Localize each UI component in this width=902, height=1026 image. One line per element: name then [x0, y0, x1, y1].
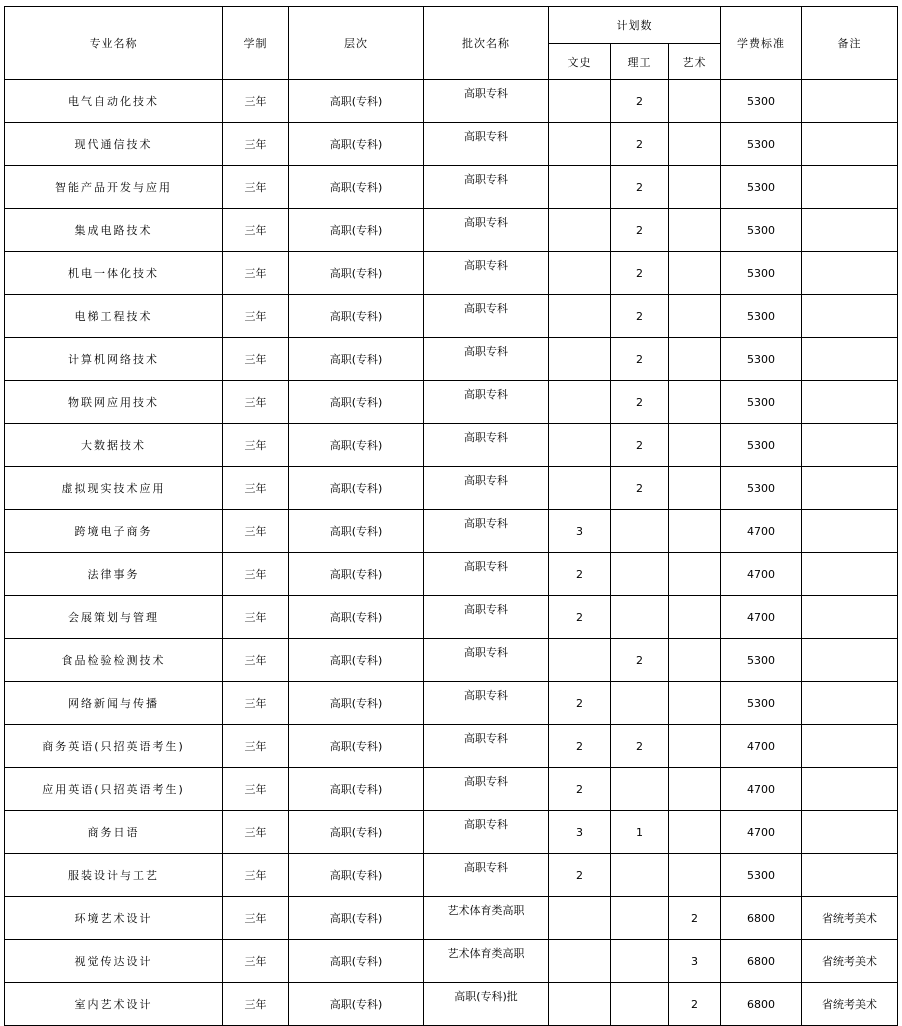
cell-plan-wenshi: [549, 80, 611, 123]
table-row: [5, 80, 898, 123]
cell-level: 高职(专科): [289, 424, 424, 467]
cell-note: [802, 295, 898, 338]
cell-note: [802, 639, 898, 682]
cell-note: [802, 338, 898, 381]
cell-duration: 三年: [223, 295, 289, 338]
cell-level: 高职(专科): [289, 596, 424, 639]
cell-batch: 高职专科: [424, 424, 549, 467]
cell-level: 高职(专科): [289, 123, 424, 166]
cell-plan-wenshi: 2: [549, 854, 611, 897]
cell-batch: 高职专科: [424, 768, 549, 811]
cell-note: 省统考美术: [802, 983, 898, 1026]
cell-plan-yishu: [669, 467, 721, 510]
table-row: [5, 596, 898, 639]
cell-plan-yishu: [669, 338, 721, 381]
cell-level: 高职(专科): [289, 639, 424, 682]
header-level: 层次: [289, 7, 424, 80]
cell-plan-wenshi: [549, 295, 611, 338]
cell-batch: 高职专科: [424, 295, 549, 338]
cell-plan-wenshi: [549, 252, 611, 295]
cell-note: [802, 166, 898, 209]
cell-plan-wenshi: 2: [549, 768, 611, 811]
cell-batch: 高职专科: [424, 252, 549, 295]
cell-plan-yishu: [669, 596, 721, 639]
cell-plan-ligong: 2: [611, 295, 669, 338]
cell-plan-yishu: [669, 424, 721, 467]
cell-batch: 艺术体育类高职: [424, 897, 549, 940]
cell-plan-yishu: [669, 768, 721, 811]
cell-duration: 三年: [223, 682, 289, 725]
table-row: [5, 209, 898, 252]
cell-major: 现代通信技术: [5, 123, 223, 166]
header-fee: 学费标准: [721, 7, 802, 80]
cell-note: [802, 768, 898, 811]
cell-plan-wenshi: 2: [549, 553, 611, 596]
cell-level: 高职(专科): [289, 725, 424, 768]
cell-batch: 高职专科: [424, 467, 549, 510]
cell-major: 机电一体化技术: [5, 252, 223, 295]
cell-batch: 高职专科: [424, 811, 549, 854]
cell-level: 高职(专科): [289, 553, 424, 596]
cell-duration: 三年: [223, 768, 289, 811]
header-plan: 计划数: [549, 7, 721, 44]
cell-plan-ligong: 2: [611, 252, 669, 295]
cell-duration: 三年: [223, 983, 289, 1026]
cell-plan-ligong: 2: [611, 424, 669, 467]
cell-batch: 高职专科: [424, 123, 549, 166]
cell-duration: 三年: [223, 123, 289, 166]
cell-plan-ligong: [611, 983, 669, 1026]
cell-fee: 5300: [721, 80, 802, 123]
cell-major: 视觉传达设计: [5, 940, 223, 983]
cell-plan-ligong: 2: [611, 381, 669, 424]
cell-plan-ligong: [611, 768, 669, 811]
cell-note: [802, 510, 898, 553]
table-row: [5, 424, 898, 467]
header-note: 备注: [802, 7, 898, 80]
table-row: [5, 854, 898, 897]
table-row: [5, 639, 898, 682]
cell-plan-yishu: [669, 166, 721, 209]
header-batch: 批次名称: [424, 7, 549, 80]
cell-batch: 高职专科: [424, 725, 549, 768]
cell-plan-ligong: [611, 596, 669, 639]
cell-plan-yishu: [669, 639, 721, 682]
cell-plan-ligong: [611, 897, 669, 940]
cell-plan-wenshi: [549, 940, 611, 983]
cell-batch: 高职专科: [424, 553, 549, 596]
cell-plan-wenshi: [549, 166, 611, 209]
cell-plan-wenshi: [549, 467, 611, 510]
cell-fee: 5300: [721, 639, 802, 682]
cell-note: [802, 80, 898, 123]
cell-level: 高职(专科): [289, 209, 424, 252]
cell-fee: 5300: [721, 295, 802, 338]
table-row: [5, 768, 898, 811]
cell-duration: 三年: [223, 897, 289, 940]
table-row: [5, 338, 898, 381]
cell-plan-yishu: [669, 811, 721, 854]
cell-major: 集成电路技术: [5, 209, 223, 252]
cell-batch: 高职专科: [424, 209, 549, 252]
cell-level: 高职(专科): [289, 166, 424, 209]
table-row: [5, 897, 898, 940]
cell-batch: 高职专科: [424, 596, 549, 639]
cell-major: 应用英语(只招英语考生): [5, 768, 223, 811]
cell-level: 高职(专科): [289, 295, 424, 338]
cell-level: 高职(专科): [289, 252, 424, 295]
cell-note: [802, 209, 898, 252]
cell-plan-wenshi: 2: [549, 596, 611, 639]
table-row: [5, 381, 898, 424]
cell-plan-wenshi: 2: [549, 682, 611, 725]
cell-plan-yishu: [669, 295, 721, 338]
cell-plan-yishu: 3: [669, 940, 721, 983]
cell-level: 高职(专科): [289, 338, 424, 381]
header-plan-wenshi: 文史: [549, 44, 611, 80]
table-row: [5, 725, 898, 768]
cell-fee: 5300: [721, 209, 802, 252]
cell-batch: 高职专科: [424, 338, 549, 381]
cell-plan-yishu: 2: [669, 897, 721, 940]
table-row: [5, 553, 898, 596]
cell-plan-wenshi: [549, 424, 611, 467]
cell-plan-yishu: [669, 510, 721, 553]
cell-plan-yishu: [669, 123, 721, 166]
cell-fee: 4700: [721, 510, 802, 553]
cell-batch: 高职(专科)批: [424, 983, 549, 1026]
cell-note: [802, 854, 898, 897]
table-row: [5, 166, 898, 209]
table-row: [5, 295, 898, 338]
cell-duration: 三年: [223, 80, 289, 123]
enrollment-plan-table: [4, 6, 898, 1026]
cell-plan-ligong: 2: [611, 123, 669, 166]
table-row: [5, 252, 898, 295]
cell-fee: 5300: [721, 338, 802, 381]
cell-level: 高职(专科): [289, 510, 424, 553]
cell-plan-wenshi: [549, 639, 611, 682]
cell-fee: 6800: [721, 897, 802, 940]
table-row: [5, 983, 898, 1026]
cell-plan-ligong: [611, 510, 669, 553]
cell-fee: 5300: [721, 424, 802, 467]
cell-plan-yishu: [669, 682, 721, 725]
cell-duration: 三年: [223, 940, 289, 983]
cell-major: 跨境电子商务: [5, 510, 223, 553]
cell-duration: 三年: [223, 854, 289, 897]
header-plan-ligong: 理工: [611, 44, 669, 80]
cell-fee: 5300: [721, 467, 802, 510]
cell-major: 服装设计与工艺: [5, 854, 223, 897]
cell-plan-yishu: [669, 209, 721, 252]
cell-fee: 5300: [721, 252, 802, 295]
cell-major: 电梯工程技术: [5, 295, 223, 338]
cell-note: [802, 553, 898, 596]
cell-plan-ligong: [611, 940, 669, 983]
cell-fee: 5300: [721, 854, 802, 897]
cell-fee: 4700: [721, 725, 802, 768]
cell-duration: 三年: [223, 596, 289, 639]
cell-major: 环境艺术设计: [5, 897, 223, 940]
cell-plan-wenshi: [549, 209, 611, 252]
cell-duration: 三年: [223, 424, 289, 467]
cell-duration: 三年: [223, 639, 289, 682]
cell-plan-wenshi: [549, 983, 611, 1026]
cell-fee: 5300: [721, 682, 802, 725]
cell-level: 高职(专科): [289, 854, 424, 897]
cell-duration: 三年: [223, 166, 289, 209]
cell-note: [802, 811, 898, 854]
cell-plan-wenshi: 3: [549, 510, 611, 553]
cell-fee: 6800: [721, 940, 802, 983]
cell-major: 智能产品开发与应用: [5, 166, 223, 209]
cell-plan-ligong: 2: [611, 80, 669, 123]
cell-plan-wenshi: [549, 381, 611, 424]
cell-batch: 高职专科: [424, 80, 549, 123]
cell-plan-ligong: 2: [611, 467, 669, 510]
cell-level: 高职(专科): [289, 940, 424, 983]
cell-plan-ligong: 2: [611, 166, 669, 209]
cell-duration: 三年: [223, 811, 289, 854]
header-plan-yishu: 艺术: [669, 44, 721, 80]
cell-duration: 三年: [223, 209, 289, 252]
cell-note: [802, 725, 898, 768]
cell-plan-yishu: [669, 381, 721, 424]
cell-plan-ligong: 2: [611, 338, 669, 381]
cell-plan-wenshi: 2: [549, 725, 611, 768]
cell-plan-ligong: 2: [611, 639, 669, 682]
cell-major: 计算机网络技术: [5, 338, 223, 381]
cell-plan-yishu: [669, 854, 721, 897]
header-duration: 学制: [223, 7, 289, 80]
cell-batch: 艺术体育类高职: [424, 940, 549, 983]
cell-plan-yishu: [669, 725, 721, 768]
cell-major: 网络新闻与传播: [5, 682, 223, 725]
cell-fee: 5300: [721, 381, 802, 424]
cell-level: 高职(专科): [289, 381, 424, 424]
cell-fee: 4700: [721, 811, 802, 854]
cell-batch: 高职专科: [424, 682, 549, 725]
table-row: [5, 510, 898, 553]
cell-note: 省统考美术: [802, 940, 898, 983]
cell-plan-ligong: [611, 682, 669, 725]
cell-batch: 高职专科: [424, 166, 549, 209]
cell-duration: 三年: [223, 467, 289, 510]
cell-fee: 4700: [721, 596, 802, 639]
cell-batch: 高职专科: [424, 510, 549, 553]
table-row: [5, 123, 898, 166]
cell-major: 虚拟现实技术应用: [5, 467, 223, 510]
cell-duration: 三年: [223, 338, 289, 381]
cell-level: 高职(专科): [289, 983, 424, 1026]
cell-fee: 6800: [721, 983, 802, 1026]
cell-level: 高职(专科): [289, 897, 424, 940]
cell-batch: 高职专科: [424, 381, 549, 424]
header-major: 专业名称: [5, 7, 223, 80]
cell-fee: 5300: [721, 166, 802, 209]
cell-batch: 高职专科: [424, 639, 549, 682]
table-row: [5, 467, 898, 510]
cell-plan-wenshi: [549, 338, 611, 381]
cell-major: 室内艺术设计: [5, 983, 223, 1026]
cell-fee: 5300: [721, 123, 802, 166]
cell-plan-wenshi: 3: [549, 811, 611, 854]
cell-plan-wenshi: [549, 123, 611, 166]
table-row: [5, 811, 898, 854]
cell-plan-yishu: [669, 553, 721, 596]
cell-duration: 三年: [223, 725, 289, 768]
cell-major: 会展策划与管理: [5, 596, 223, 639]
cell-plan-ligong: [611, 553, 669, 596]
cell-level: 高职(专科): [289, 811, 424, 854]
table-row: [5, 940, 898, 983]
cell-note: [802, 424, 898, 467]
cell-batch: 高职专科: [424, 854, 549, 897]
cell-level: 高职(专科): [289, 682, 424, 725]
cell-plan-ligong: [611, 854, 669, 897]
cell-note: [802, 596, 898, 639]
cell-plan-wenshi: [549, 897, 611, 940]
cell-level: 高职(专科): [289, 467, 424, 510]
cell-plan-yishu: [669, 252, 721, 295]
cell-plan-ligong: 2: [611, 725, 669, 768]
cell-major: 电气自动化技术: [5, 80, 223, 123]
cell-level: 高职(专科): [289, 768, 424, 811]
cell-level: 高职(专科): [289, 80, 424, 123]
cell-plan-yishu: 2: [669, 983, 721, 1026]
cell-major: 食品检验检测技术: [5, 639, 223, 682]
cell-duration: 三年: [223, 510, 289, 553]
cell-fee: 4700: [721, 768, 802, 811]
cell-major: 商务英语(只招英语考生): [5, 725, 223, 768]
cell-major: 大数据技术: [5, 424, 223, 467]
cell-duration: 三年: [223, 381, 289, 424]
table-row: [5, 682, 898, 725]
cell-plan-ligong: 2: [611, 209, 669, 252]
cell-major: 商务日语: [5, 811, 223, 854]
cell-note: [802, 252, 898, 295]
cell-major: 物联网应用技术: [5, 381, 223, 424]
cell-duration: 三年: [223, 553, 289, 596]
cell-note: [802, 123, 898, 166]
cell-plan-ligong: 1: [611, 811, 669, 854]
cell-major: 法律事务: [5, 553, 223, 596]
cell-duration: 三年: [223, 252, 289, 295]
cell-note: [802, 381, 898, 424]
cell-plan-yishu: [669, 80, 721, 123]
cell-note: 省统考美术: [802, 897, 898, 940]
cell-note: [802, 682, 898, 725]
cell-fee: 4700: [721, 553, 802, 596]
cell-note: [802, 467, 898, 510]
